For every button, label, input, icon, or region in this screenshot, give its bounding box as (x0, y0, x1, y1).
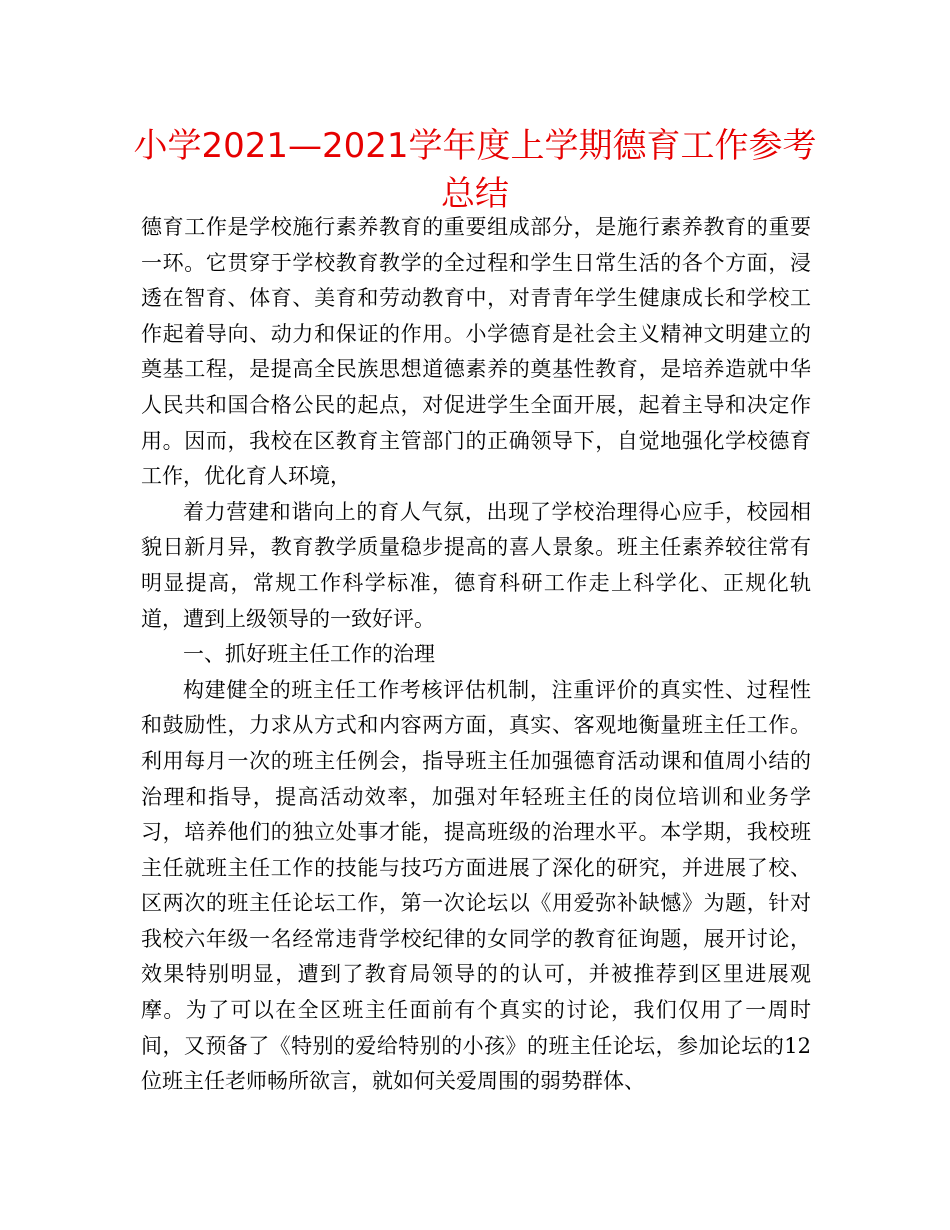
document-body (141, 210, 811, 1100)
paragraph: 德育工作是学校施行素养教育的重要组成部分，是施行素养教育的重要一环。它贯穿于学校教育教学的全过程和学生日常生活的各个方面，浸透在智育、体育、美育和劳动教育中，对青青年学生健康成长和学校工作起着导向、动力和保证的作用。小学德育是社会主义精神文明建立的奠基工程，是提高全民族思想道德素养的奠基性教育，是培养造就中华人民共和国合格公民的起点，对促进学生全面开展，起着主导和决定作用。因而，我校在区教育主管部门的正确领导下，自觉地强化学校德育工作，优化育人环境， (141, 215, 811, 489)
paragraph: 着力营建和谐向上的育人气氛，出现了学校治理得心应手，校园相貌日新月异，教育教学质量稳步提高的喜人景象。班主任素养较往常有明显提高，常规工作科学标准，德育科研工作走上科学化、正规化轨道，遭到上级领导的一致好评。 (141, 499, 811, 631)
paragraph: 构建健全的班主任工作考核评估机制，注重评价的真实性、过程性和鼓励性，力求从方式和内容两方面，真实、客观地衡量班主任工作。利用每月一次的班主任例会，指导班主任加强德育活动课和值周小结的治理和指导，提高活动效率，加强对年轻班主任的岗位培训和业务学习，培养他们的独立处事才能，提高班级的治理水平。本学期，我校班主任就班主任工作的技能与技巧方面进展了深化的研究，并进展了校、区两次的班主任论坛工作，第一次论坛以《用爱弥补缺憾》为题，针对我校六年级一名经常违背学校纪律的女同学的教育征询题，展开讨论，效果特别明显，遭到了教育局领导的的认可，并被推荐到区里进展观摩。为了可以在全区班主任面前有个真实的讨论，我们仅用了一周时间，又预备了《特别的爱给特别的小孩》的班主任论坛，参加论坛的12位班主任老师畅所欲言，就如何关爱周围的弱势群体、 (141, 677, 811, 1094)
section-heading: 一、抓好班主任工作的治理 (183, 642, 435, 667)
document-title: 小学2021—2021学年度上学期德育工作参考总结 (133, 126, 817, 214)
